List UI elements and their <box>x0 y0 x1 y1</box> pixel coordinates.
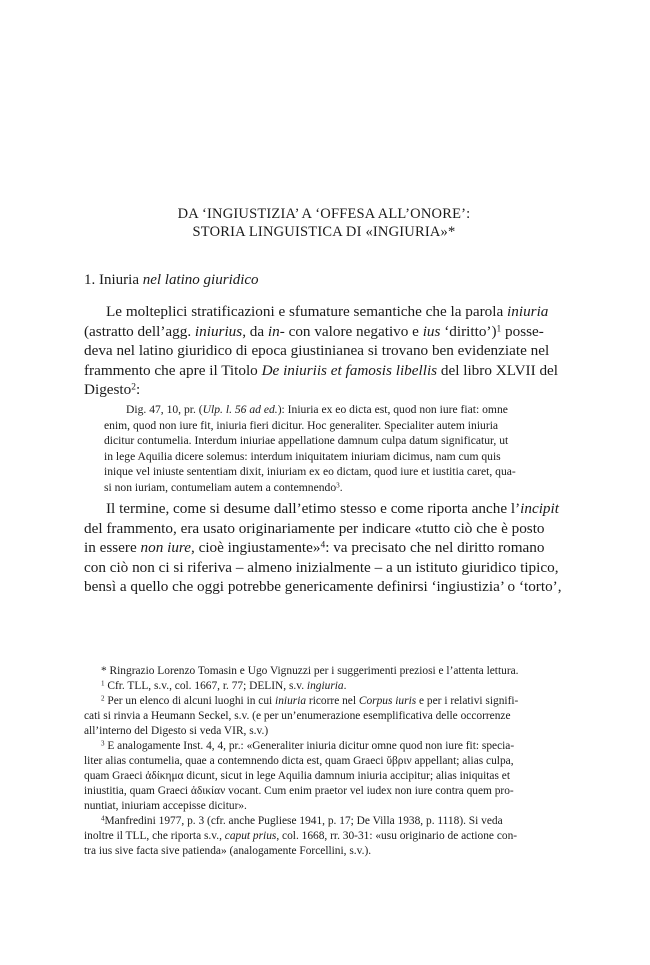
text-run: del libro XLVII del <box>437 361 559 379</box>
footnote-ref: 3 <box>336 480 340 489</box>
text-run: , cioè ingiustamente» <box>191 539 321 556</box>
text-run: Dig. 47, 10, pr. ( <box>126 403 203 416</box>
section-heading <box>84 271 259 289</box>
text-line: inique vel iniuste sententiam dixit, iniuriam ex eo dictam, quod iure et iustitia caret, qua- <box>104 465 516 478</box>
text-line <box>104 480 566 496</box>
italic-term: incipit <box>520 500 559 517</box>
text-line: enim, quod non iure fit, iniuria fieri dicitur. Hoc generaliter. Specialiter autem iniuria <box>104 418 499 432</box>
text-line <box>84 322 568 342</box>
italic-term: Ulp. l. 56 ad ed. <box>202 403 278 416</box>
italic-term: in- <box>267 322 285 340</box>
footnote-4 <box>84 814 568 829</box>
body-paragraph-2 <box>84 499 568 597</box>
footnote-3 <box>84 739 568 754</box>
text-line <box>104 402 566 418</box>
text-run: con valore negativo e <box>284 322 423 340</box>
italic-term: iniuria <box>507 303 549 320</box>
footnote-ref: 1 <box>496 323 502 334</box>
footnote-number: 2 <box>101 694 105 703</box>
text-run: E analogamente Inst. 4, 4, pr.: «Generaliter iniuria dicitur omne quod non iure fit: specia- <box>104 740 515 752</box>
body-paragraph-1 <box>84 302 568 400</box>
text-run: Cfr. TLL, s.v., col. 1667, r. 77; DELIN, s.v. <box>104 680 307 692</box>
text-line: tra ius sive facta sive patienda» (analogamente Forcellini, s.v.). <box>84 845 372 857</box>
text-run: (astratto dell’agg. <box>84 322 195 340</box>
footnote-number: 4 <box>101 814 105 823</box>
text-run: , col. 1668, rr. 30-31: «usu originario de actione con- <box>276 830 518 842</box>
text-run: : <box>135 381 141 398</box>
text-line: del frammento, era usato originariamente per indicare «tutto ciò che è posto <box>84 519 545 537</box>
text-line: quam Graeci ἀδίκημα dicunt, sicut in lege Aquilia damnum iniuria accipitur; alias iniquitas et <box>84 770 510 782</box>
title-line-1: DA ‘INGIUSTIZIA’ A ‘OFFESA ALL’ONORE’: <box>177 206 471 222</box>
text-run: e per i relativi signifi- <box>416 695 519 707</box>
title-line-2: STORIA LINGUISTICA DI «INGIURIA»* <box>192 224 456 240</box>
text-line <box>84 829 568 844</box>
text-run: Per un elenco di alcuni luoghi in cui <box>104 695 276 707</box>
text-run: ricorre nel <box>306 695 359 707</box>
text-run: : va precisato che nel diritto romano <box>325 539 545 556</box>
footnote-star: * Ringrazio Lorenzo Tomasin e Ugo Vignuzzi per i suggerimenti preziosi e l’attenta lettura. <box>101 665 519 677</box>
footnote-ref: 4 <box>320 540 326 551</box>
text-line <box>84 499 568 519</box>
italic-term: Corpus iuris <box>358 695 417 707</box>
italic-term: non iure <box>140 539 191 556</box>
text-run: Digesto <box>84 381 132 398</box>
text-run: . <box>339 480 343 494</box>
text-run: in essere <box>84 539 141 556</box>
text-run: frammento che apre il Titolo <box>84 361 262 379</box>
text-line: iniustitia, quam Graeci ἀδικίαν vocant. Cum enim praetor vel iudex non iure contra quem pro- <box>84 785 514 797</box>
footnote-number: 3 <box>101 739 105 748</box>
italic-term: ingiuria <box>306 680 344 692</box>
text-run: ): Iniuria ex eo dicta est, quod non iure fiat: omne <box>277 403 508 416</box>
text-run: posse- <box>501 322 544 340</box>
text-run: Il termine, come si desume dall’etimo stesso e come riporta anche l’ <box>106 500 521 517</box>
text-line: in lege Aquilia dicere solemus: interdum iniquitatem iniuriam dicimus, nam cum quis <box>104 449 501 463</box>
article-title <box>84 205 564 241</box>
footnote-number: 1 <box>101 679 105 688</box>
section-number: 1. Iniuria <box>84 272 143 288</box>
text-line <box>84 302 568 322</box>
text-line <box>84 361 568 381</box>
footnotes <box>84 664 568 859</box>
text-run: ‘diritto’) <box>440 322 497 340</box>
text-line: dicitur contumelia. Interdum iniuriae appellatione damnum culpa datum significatur, ut <box>104 434 509 447</box>
italic-term: iniuria <box>275 695 307 707</box>
text-line: nuntiat, iniuriam accepisse dicitur». <box>84 800 247 812</box>
text-line <box>84 538 568 558</box>
italic-term: ius <box>422 322 441 340</box>
italic-term: caput prius <box>224 830 277 842</box>
footnote-ref: 2 <box>131 382 136 393</box>
text-line: deva nel latino giuridico di epoca giustinianea si trovano ben evidenziate nel <box>84 342 550 359</box>
footnote-1 <box>84 679 568 694</box>
text-line: all’interno del Digesto si veda VIR, s.v.) <box>84 725 269 737</box>
block-quotation <box>104 402 566 495</box>
text-line: con ciò non ci si riferiva – almeno inizialmente – a un istituto giuridico tipico, <box>84 558 559 576</box>
italic-term: De iniuriis et famosis libellis <box>261 361 438 379</box>
text-run: Le molteplici stratificazioni e sfumature semantiche che la parola <box>106 303 508 320</box>
section-heading-italic: nel latino giuridico <box>142 272 259 288</box>
footnote-2 <box>84 694 568 709</box>
italic-term: iniurius <box>194 322 243 340</box>
text-run: . <box>343 680 347 692</box>
text-run: inoltre il TLL, che riporta s.v., <box>84 830 225 842</box>
text-line: cati si rinvia a Heumann Seckel, s.v. (e per un’enumerazione esemplificativa delle occorrenze <box>84 710 511 722</box>
text-line: liter alias contumelia, quae a contemnendo dicta est, quam Graeci ὕβριν appellant; alias culpa, <box>84 755 514 767</box>
text-run: si non iuriam, contumeliam autem a contemnendo <box>104 480 337 494</box>
text-run: Manfredini 1977, p. 3 (cfr. anche Pugliese 1941, p. 17; De Villa 1938, p. 1118). Si veda <box>104 815 503 827</box>
text-line <box>84 380 568 400</box>
text-line: bensì a quello che oggi potrebbe genericamente definirsi ‘ingiustizia’ o ‘torto’, <box>84 578 562 595</box>
text-run: , da <box>242 322 268 340</box>
